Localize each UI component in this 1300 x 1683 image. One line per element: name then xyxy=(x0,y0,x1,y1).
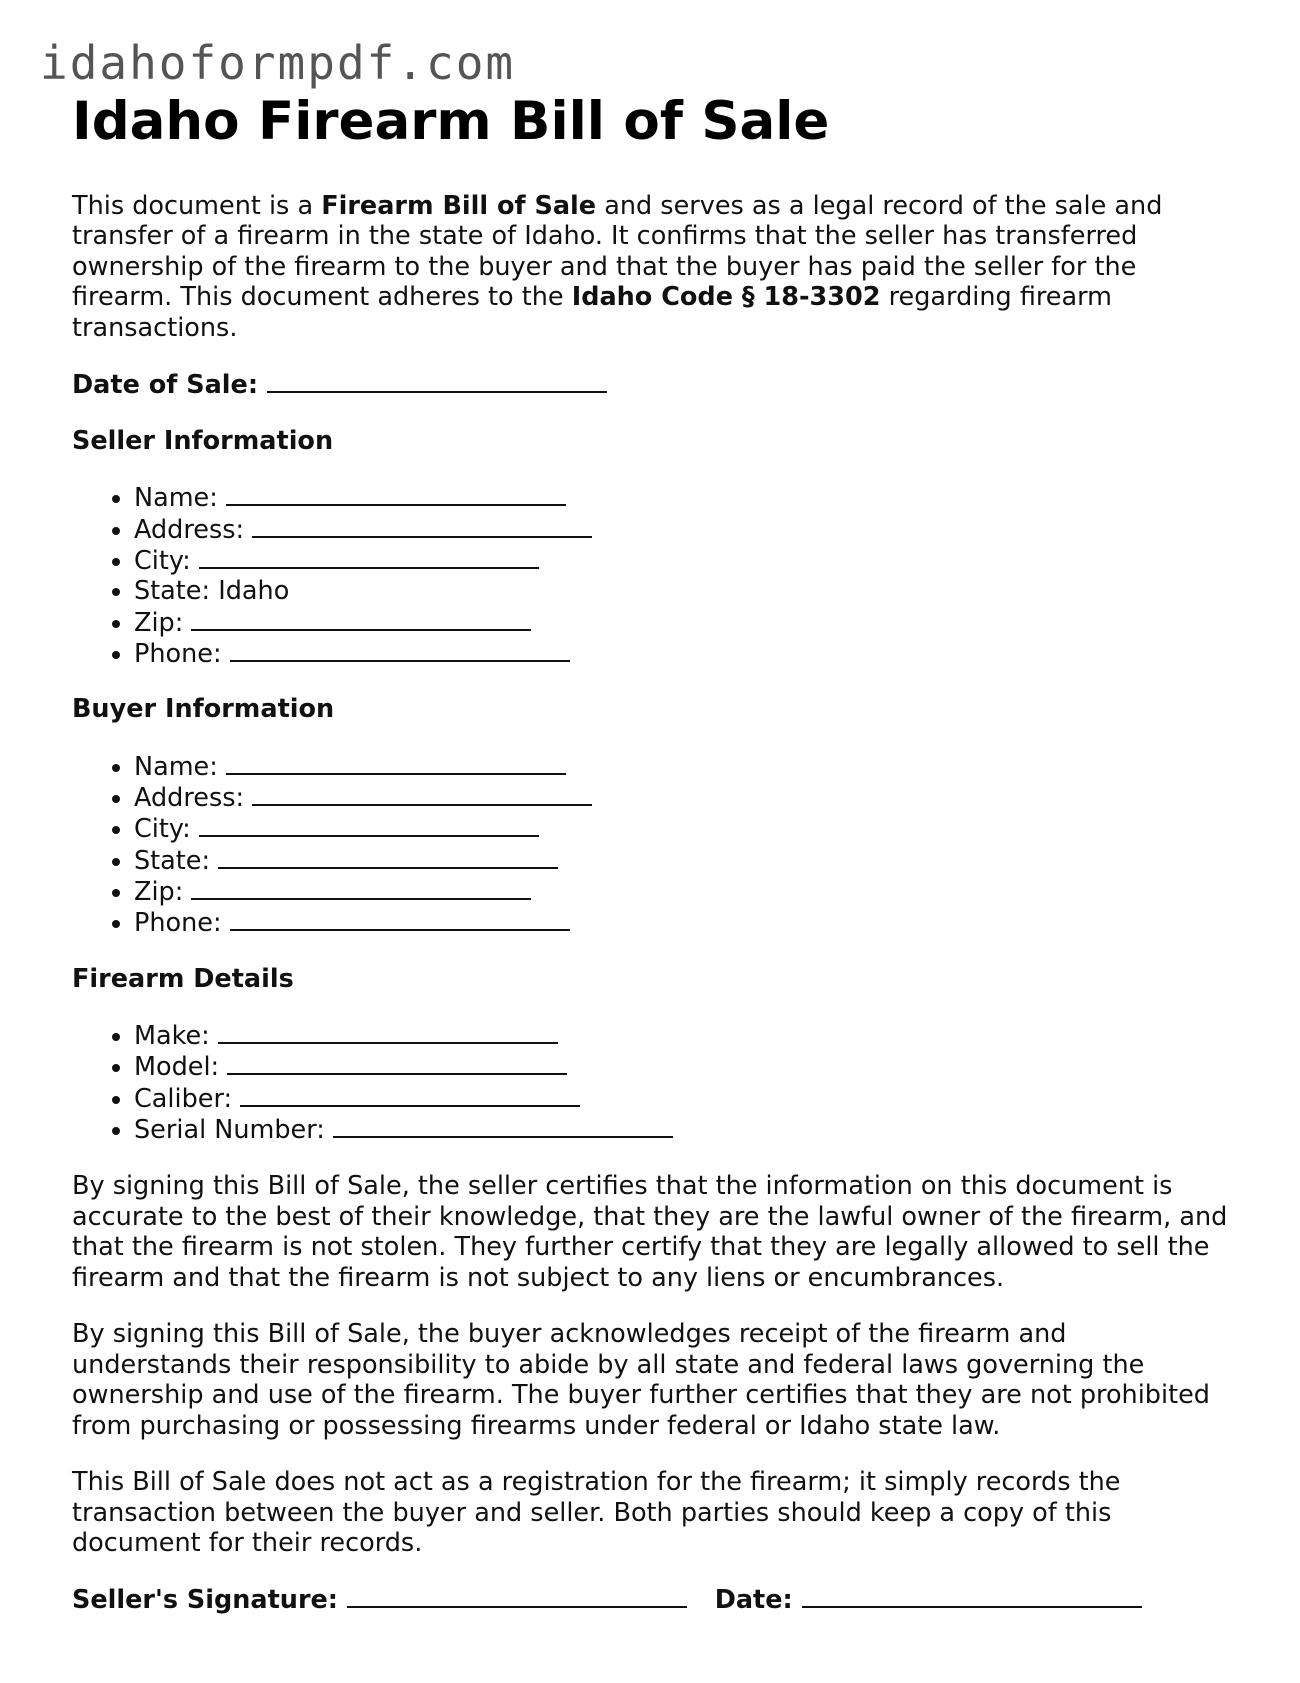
seller-zip-item xyxy=(134,607,1232,638)
buyer-phone-item xyxy=(134,907,1232,938)
seller-city-field[interactable] xyxy=(199,545,539,569)
buyer-heading: Buyer Information xyxy=(72,694,335,725)
firearm-make-field[interactable] xyxy=(218,1020,558,1044)
page-title: Idaho Firearm Bill of Sale xyxy=(72,91,830,152)
intro-text-2: and serves as a legal record of the sale and transfer of a firearm in the state of Idaho. It confirms that the seller has transferred ownership of the firearm to the buyer and that the buyer has paid the seller for the firearm. This document adheres to the xyxy=(72,190,1163,313)
signature-row xyxy=(72,1584,1232,1616)
buyer-zip-field[interactable] xyxy=(191,876,531,900)
firearm-list xyxy=(72,1020,1232,1145)
buyer-phone-field[interactable] xyxy=(230,907,570,931)
watermark: idahoformpdf.com xyxy=(40,36,516,90)
seller-name-item xyxy=(134,482,1232,513)
buyer-city-item xyxy=(134,813,1232,844)
buyer-city-field[interactable] xyxy=(199,813,539,837)
buyer-state-item xyxy=(134,845,1232,876)
buyer-state-field[interactable] xyxy=(218,845,558,869)
seller-name-label: Name: xyxy=(134,483,218,514)
seller-certification-paragraph: By signing this Bill of Sale, the seller certifies that the information on this document is accurate to the best of their knowledge, that they are the lawful owner of the firearm, and that the firearm is not stolen. They further certify that they are legally allowed to sell the firearm and that the firearm is not subject to any liens or encumbrances. xyxy=(72,1171,1228,1293)
seller-zip-field[interactable] xyxy=(191,607,531,631)
firearm-heading: Firearm Details xyxy=(72,963,294,994)
date-of-sale-row xyxy=(72,369,1232,401)
buyer-address-item xyxy=(134,782,1232,813)
buyer-name-item xyxy=(134,751,1232,782)
seller-list xyxy=(72,482,1232,669)
buyer-address-label: Address: xyxy=(134,783,245,814)
firearm-serial-label: Serial Number: xyxy=(134,1114,325,1145)
buyer-name-label: Name: xyxy=(134,751,218,782)
firearm-model-field[interactable] xyxy=(227,1051,567,1075)
signature-date-field[interactable] xyxy=(802,1584,1142,1608)
seller-heading: Seller Information xyxy=(72,425,334,456)
buyer-zip-item xyxy=(134,876,1232,907)
buyer-zip-label: Zip: xyxy=(134,876,184,907)
date-of-sale-field[interactable] xyxy=(267,369,607,393)
seller-state-label: State: Idaho xyxy=(134,576,290,607)
seller-signature-label: Seller's Signature: xyxy=(72,1584,339,1615)
seller-address-item xyxy=(134,514,1232,545)
firearm-caliber-field[interactable] xyxy=(240,1083,580,1107)
buyer-list xyxy=(72,751,1232,939)
firearm-caliber-label: Caliber: xyxy=(134,1083,233,1114)
buyer-address-field[interactable] xyxy=(252,782,592,806)
firearm-make-item xyxy=(134,1020,1232,1051)
intro-paragraph xyxy=(72,191,1232,344)
firearm-serial-field[interactable] xyxy=(333,1114,673,1138)
registration-notice-paragraph: This Bill of Sale does not act as a registration for the firearm; it simply records the transaction between the buyer and seller. Both parties should keep a copy of this document for their records. xyxy=(72,1467,1121,1559)
firearm-model-item xyxy=(134,1051,1232,1082)
seller-address-label: Address: xyxy=(134,514,245,545)
firearm-caliber-item xyxy=(134,1083,1232,1114)
seller-address-field[interactable] xyxy=(252,514,592,538)
seller-city-item xyxy=(134,545,1232,576)
firearm-make-label: Make: xyxy=(134,1021,210,1051)
intro-text-3: regarding firearm transactions. xyxy=(72,282,1112,343)
intro-bold-1: Firearm Bill of Sale xyxy=(321,190,597,221)
buyer-phone-label: Phone: xyxy=(134,908,222,939)
seller-phone-field[interactable] xyxy=(230,638,570,662)
seller-city-label: City: xyxy=(134,546,191,577)
seller-zip-label: Zip: xyxy=(134,607,184,638)
firearm-serial-item xyxy=(134,1114,1232,1145)
seller-phone-label: Phone: xyxy=(134,638,222,669)
intro-bold-2: Idaho Code § 18-3302 xyxy=(571,282,881,313)
firearm-model-label: Model: xyxy=(134,1052,220,1083)
buyer-state-label: State: xyxy=(134,845,211,876)
seller-phone-item xyxy=(134,638,1232,669)
seller-name-field[interactable] xyxy=(226,482,566,506)
buyer-name-field[interactable] xyxy=(226,751,566,775)
buyer-acknowledgment-paragraph: By signing this Bill of Sale, the buyer acknowledges receipt of the firearm and understands their responsibility to abide by all state and federal laws governing the ownership and use of the firearm. The buyer further certifies that they are not prohibited from purchasing or possessing firearms under federal or Idaho state law. xyxy=(72,1319,1210,1441)
date-of-sale-label: Date of Sale: xyxy=(72,370,259,401)
intro-text-1: This document is a xyxy=(72,190,322,221)
seller-state-item xyxy=(134,576,1232,606)
signature-date-label: Date: xyxy=(714,1584,793,1615)
seller-signature-field[interactable] xyxy=(347,1584,687,1608)
document-page xyxy=(72,92,1232,1615)
buyer-city-label: City: xyxy=(134,814,191,845)
